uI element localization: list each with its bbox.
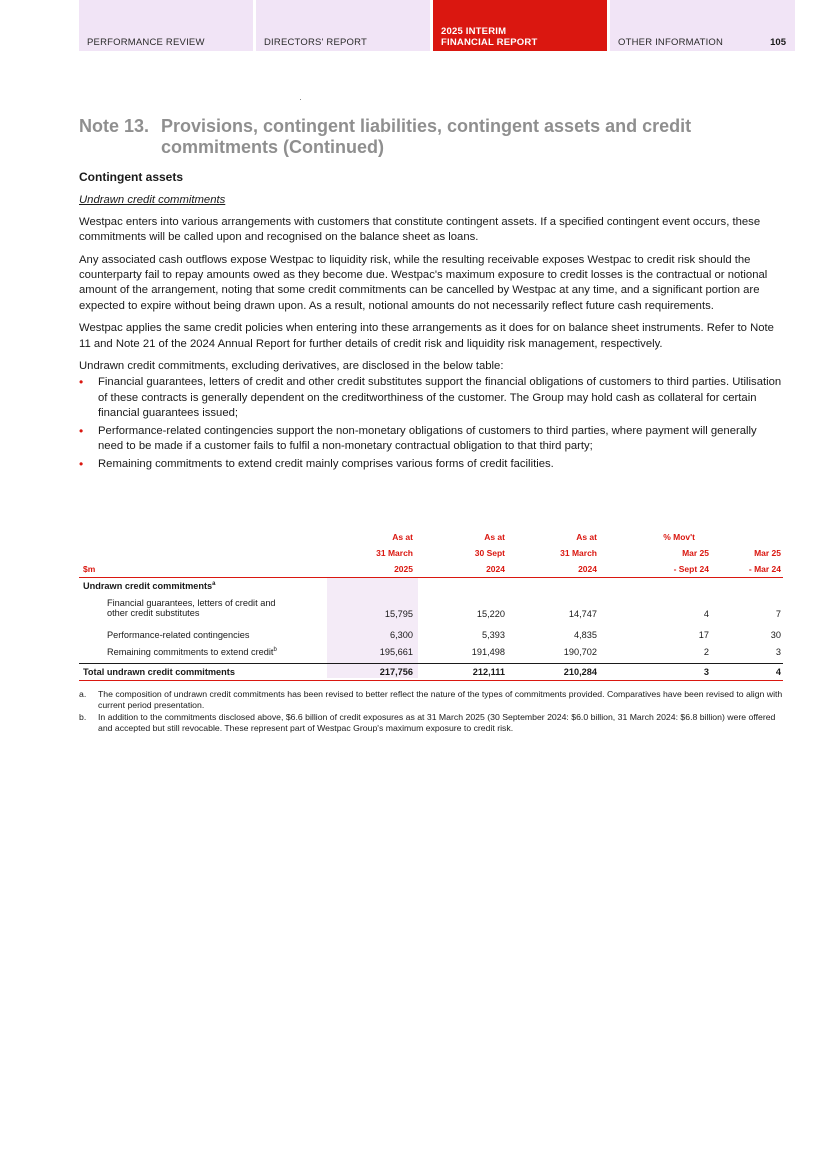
tab-label-line1: 2025 INTERIM bbox=[441, 26, 507, 37]
column-header: As at bbox=[484, 532, 505, 542]
note-number: Note 13. bbox=[79, 116, 150, 136]
column-header: Mar 25 bbox=[754, 548, 781, 558]
cell: 190,702 bbox=[563, 647, 597, 657]
tab-label: PERFORMANCE REVIEW bbox=[87, 37, 205, 48]
cell: 15,795 bbox=[384, 609, 413, 619]
table-header-row bbox=[79, 562, 783, 578]
commitments-table bbox=[79, 530, 783, 681]
cell: 4,835 bbox=[574, 630, 597, 640]
row-label bbox=[107, 647, 327, 657]
row-label-line1: Financial guarantees, letters of credit and bbox=[107, 598, 276, 608]
cell: 4 bbox=[775, 667, 781, 677]
column-header: - Mar 24 bbox=[748, 564, 781, 574]
column-header: 2025 bbox=[394, 564, 413, 574]
body-content bbox=[79, 170, 783, 478]
footnote bbox=[79, 689, 783, 711]
cell: 5,393 bbox=[482, 630, 505, 640]
tab-directors-report[interactable] bbox=[256, 0, 430, 51]
subsection-heading: Undrawn credit commitments bbox=[79, 194, 226, 207]
unit-label: $m bbox=[83, 564, 96, 574]
bullet-list bbox=[79, 375, 783, 471]
table-row bbox=[79, 598, 783, 628]
footnote-text: The composition of undrawn credit commitments has been revised to better reflect the nature of the types of commitments provided. Comparatives have been revised to align with current period presentation. bbox=[98, 689, 783, 710]
footnote-ref: b bbox=[273, 647, 277, 653]
footnotes bbox=[79, 689, 783, 735]
list-item: • Remaining commitments to extend credit mainly comprises various forms of credit facilities. bbox=[79, 457, 783, 472]
stray-dot bbox=[300, 99, 301, 100]
paragraph: Westpac applies the same credit policies when entering into these arrangements as it does for on balance sheet instruments. Refer to Note 11 and Note 21 of the 2024 Annual Report for further details of credit risk and liquidity risk management, respectively. bbox=[79, 322, 774, 350]
table-section-row bbox=[79, 578, 783, 598]
column-header: % Mov't bbox=[663, 532, 695, 542]
cell: 210,284 bbox=[563, 667, 597, 677]
cell: 217,756 bbox=[379, 667, 413, 677]
footnote-key: a. bbox=[79, 689, 87, 699]
cell: 3 bbox=[775, 647, 781, 657]
cell: 15,220 bbox=[476, 609, 505, 619]
footnote-text: In addition to the commitments disclosed above, $6.6 billion of credit exposures as at 31 March 2025 (30 September 2024: $6.0 billion, 31 March 2024: $6.8 billion) were offered and accepted but still revocable. These represent part of Westpac Group's maximum exposure to credit risk. bbox=[98, 712, 776, 733]
page-number: 105 bbox=[770, 37, 786, 48]
footnote-ref: a bbox=[212, 581, 216, 587]
cell: 2 bbox=[703, 647, 709, 657]
paragraph: Undrawn credit commitments, excluding derivatives, are disclosed in the below table: bbox=[79, 360, 504, 373]
footnote bbox=[79, 712, 783, 734]
section-text: Undrawn credit commitments bbox=[83, 581, 213, 591]
paragraph: Any associated cash outflows expose Westpac to liquidity risk, while the resulting receivable exposes Westpac to credit risk should the counterparty fail to repay amounts owed as they become due. Westpac's maximum exposure to credit losses is the contractual or notional amount of the arrangement, noting that some credit commitments can be cancelled by Westpac at any time, and a significant portion are expected to expire without being drawn upon. As a result, notional amounts do not necessarily reflect future cash requirements. bbox=[79, 253, 768, 312]
paragraph: Westpac enters into various arrangements with customers that constitute contingent assets. If a specified contingent event occurs, these commitments will be called upon and recognised on the balance sheet as loans. bbox=[79, 215, 761, 244]
tab-label-line2: FINANCIAL REPORT bbox=[441, 37, 538, 48]
section-heading: Contingent assets bbox=[79, 170, 184, 184]
row-label-text: Remaining commitments to extend credit bbox=[107, 647, 274, 657]
cell: 3 bbox=[703, 667, 709, 677]
row-label bbox=[107, 598, 327, 618]
section-label bbox=[83, 581, 216, 591]
tab-other-information[interactable] bbox=[610, 0, 795, 51]
cell: 191,498 bbox=[471, 647, 505, 657]
cell: 30 bbox=[770, 630, 781, 640]
column-header: Mar 25 bbox=[682, 548, 709, 558]
title-line2: commitments (Continued) bbox=[161, 137, 384, 157]
footnote-key: b. bbox=[79, 712, 87, 722]
row-label: Total undrawn credit commitments bbox=[83, 667, 235, 677]
tab-label bbox=[441, 26, 537, 48]
column-header: 30 Sept bbox=[474, 548, 505, 558]
column-header: 2024 bbox=[486, 564, 505, 574]
list-item: • Performance-related contingencies support the non-monetary obligations of customers to third parties, where payment will generally need to be made if a customer fails to fulfil a non-monetary contractual obligation to that third party; bbox=[79, 424, 783, 455]
title-line1: Provisions, contingent liabilities, contingent assets and credit bbox=[161, 116, 692, 136]
tab-interim-financial-report[interactable] bbox=[433, 0, 607, 51]
table-total-row bbox=[79, 663, 783, 681]
row-label-line2: other credit substitutes bbox=[107, 608, 200, 618]
column-header: As at bbox=[576, 532, 597, 542]
list-item: • Financial guarantees, letters of credit and other credit substitutes support the financial obligations of customers to third parties. Utilisation of these contracts is generally dependent on the creditworthiness of the customer. The Group may hold cash as collateral for certain financial guarantees issued; bbox=[79, 375, 783, 421]
column-header: - Sept 24 bbox=[673, 564, 709, 574]
cell: 7 bbox=[775, 609, 781, 619]
cell: 6,300 bbox=[390, 630, 413, 640]
row-label: Performance-related contingencies bbox=[107, 630, 250, 640]
cell: 14,747 bbox=[568, 609, 597, 619]
table-header-row bbox=[79, 530, 783, 546]
column-header: 31 March bbox=[560, 548, 597, 558]
cell: 195,661 bbox=[379, 647, 413, 657]
tab-performance-review[interactable] bbox=[79, 0, 253, 51]
cell: 17 bbox=[698, 630, 709, 640]
tab-label: OTHER INFORMATION bbox=[618, 37, 724, 48]
column-header: As at bbox=[392, 532, 413, 542]
tab-label: DIRECTORS' REPORT bbox=[264, 37, 368, 48]
cell: 4 bbox=[703, 609, 709, 619]
column-header: 2024 bbox=[578, 564, 597, 574]
table-row bbox=[79, 628, 783, 645]
section-nav bbox=[79, 0, 795, 51]
cell: 212,111 bbox=[472, 667, 505, 677]
table-row bbox=[79, 645, 783, 663]
page-title bbox=[79, 116, 779, 158]
table-header-row bbox=[79, 546, 783, 562]
column-header: 31 March bbox=[376, 548, 413, 558]
